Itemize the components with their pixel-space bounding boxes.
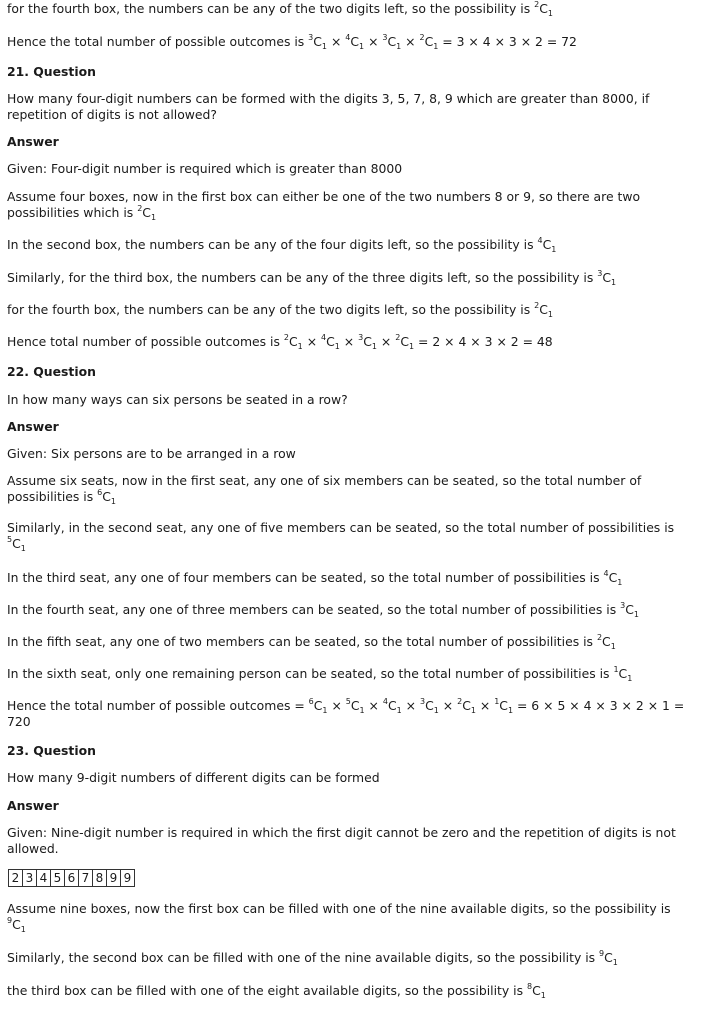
math-line: for the fourth box, the numbers can be any of the two digits left, so the possibility is $^2C_1$ <box>7 301 553 319</box>
combination-term: $^2C_1$ <box>457 697 476 715</box>
question-text: How many four-digit numbers can be formed with the digits 3, 5, 7, 8, 9 which are greater than 8000, if repetition of digits is not allowed? <box>7 91 650 122</box>
math-line: In the second box, the numbers can be any of the four digits left, so the possibility is $^4C_1$ <box>7 236 557 254</box>
combination-term: $^3C_1$ <box>358 333 377 351</box>
digit-box: 2 <box>9 870 23 886</box>
math-line: Given: Six persons are to be arranged in a row <box>7 446 296 461</box>
answer-label: Answer <box>7 419 59 434</box>
answer-label: Answer <box>7 798 59 813</box>
math-line: Similarly, for the third box, the numbers can be any of the three digits left, so the possibility is $^3C_1$ <box>7 269 617 287</box>
digit-box: 8 <box>93 870 107 886</box>
combination-term: $^5C_1$ <box>345 697 365 715</box>
math-line: Given: Four-digit number is required which is greater than 8000 <box>7 161 403 176</box>
combination-term: $^2C_1$ <box>596 633 616 651</box>
math-line: Hence the total number of possible outcomes = $^6C_1 \times ^5C_1 \times ^4C_1 \times ^3C_1 \times ^2C_1 \times ^1C_1 = 6 \times 5 \times 4 \times 3 \times 2 \times 1 = 720$ <box>7 697 685 729</box>
question-text: In how many ways can six persons be seated in a row? <box>7 392 348 407</box>
combination-term: $^4C_1$ <box>345 33 365 51</box>
combination-term: $^4C_1$ <box>537 236 557 254</box>
combination-term: $^4C_1$ <box>321 333 340 351</box>
combination-term: $^2C_1$ <box>283 333 303 351</box>
math-line: Similarly, the second box can be filled with one of the nine available digits, so the possibility is $^9C_1$ <box>7 949 618 967</box>
math-line: Hence total number of possible outcomes is $^2C_1 \times ^4C_1 \times ^3C_1 \times ^2C_1 = 2 \times 4 \times 3 \times 2 = 48$ <box>7 333 553 351</box>
combination-term: $^9C_1$ <box>7 916 26 934</box>
math-line: In the sixth seat, only one remaining person can be seated, so the total number of possibilities is $^1C_1$ <box>7 665 633 683</box>
digit-box: 6 <box>65 870 79 886</box>
math-line: In the fourth seat, any one of three members can be seated, so the total number of possibilities is $^3C_1$ <box>7 601 639 619</box>
digit-box: 7 <box>79 870 93 886</box>
combination-term: $^3C_1$ <box>308 33 328 51</box>
question-heading: 23. Question <box>7 743 96 758</box>
math-line: Given: Nine-digit number is required in which the first digit cannot be zero and the repetition of digits is not allowed. <box>7 825 676 856</box>
combination-term: $^6C_1$ <box>97 488 116 506</box>
math-line: Assume nine boxes, now the first box can be filled with one of the nine available digits, so the possibility is $^9C_1$ <box>7 901 671 934</box>
combination-term: $^4C_1$ <box>603 569 623 587</box>
question-heading: 22. Question <box>7 364 96 379</box>
combination-term: $^2C_1$ <box>534 0 553 18</box>
math-line: In the fifth seat, any one of two members can be seated, so the total number of possibilities is $^2C_1$ <box>7 633 616 651</box>
math-line: for the fourth box, the numbers can be any of the two digits left, so the possibility is $^2C_1$ <box>7 0 553 18</box>
math-line: In the third seat, any one of four members can be seated, so the total number of possibilities is $^4C_1$ <box>7 569 623 587</box>
combination-term: $^6C_1$ <box>308 697 328 715</box>
combination-term: $^1C_1$ <box>494 697 514 715</box>
combination-term: $^2C_1$ <box>395 333 415 351</box>
math-line: Similarly, in the second seat, any one of five members can be seated, so the total number of possibilities is $^5C_1$ <box>7 520 675 553</box>
combination-term: $^3C_1$ <box>597 269 617 287</box>
combination-term: $^4C_1$ <box>382 697 402 715</box>
combination-term: $^2C_1$ <box>419 33 439 51</box>
math-line: Assume four boxes, now in the first box can either be one of the two numbers 8 or 9, so there are two possibilities which is $^2C_1$ <box>7 189 641 222</box>
question-text: How many 9-digit numbers of different digits can be formed <box>7 770 380 785</box>
digit-box: 9 <box>107 870 121 886</box>
math-line: the third box can be filled with one of the eight available digits, so the possibility is $^8C_1$ <box>7 982 546 1000</box>
math-line: Assume six seats, now in the first seat, any one of six members can be seated, so the total number of possibilities is $^6C_1$ <box>7 473 642 506</box>
combination-term: $^3C_1$ <box>419 697 439 715</box>
digit-box: 3 <box>23 870 37 886</box>
digit-box: 4 <box>37 870 51 886</box>
combination-term: $^8C_1$ <box>527 982 546 1000</box>
digit-box: 5 <box>51 870 65 886</box>
combination-term: $^9C_1$ <box>599 949 618 967</box>
combination-term: $^2C_1$ <box>137 204 157 222</box>
answer-label: Answer <box>7 134 59 149</box>
combination-term: $^5C_1$ <box>7 535 26 553</box>
combination-term: $^2C_1$ <box>534 301 553 319</box>
digit-boxes <box>8 869 135 887</box>
question-heading: 21. Question <box>7 64 96 79</box>
math-line: Hence the total number of possible outcomes is $^3C_1 \times ^4C_1 \times ^3C_1 \times ^2C_1 = 3 \times 4 \times 3 \times 2 = 72$ <box>7 33 577 51</box>
combination-term: $^3C_1$ <box>382 33 402 51</box>
digit-box: 9 <box>123 871 132 885</box>
combination-term: $^1C_1$ <box>613 665 633 683</box>
combination-term: $^3C_1$ <box>620 601 639 619</box>
